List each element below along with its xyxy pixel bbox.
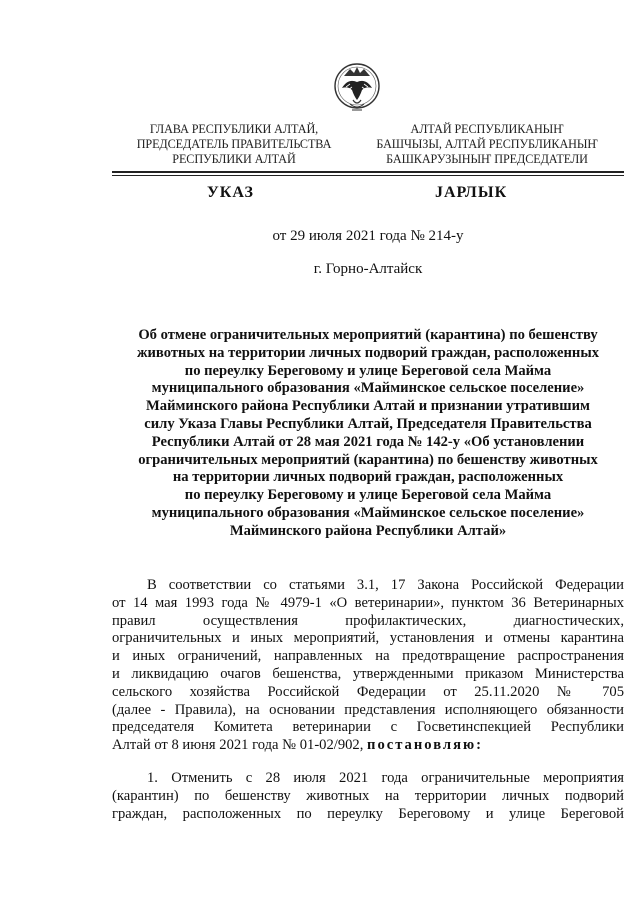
coat-of-arms-icon	[332, 60, 382, 116]
title-line: на территории личных подворий граждан, расположенных	[172, 469, 564, 486]
header-left-line: РЕСПУБЛИКИ АЛТАЙ	[172, 152, 296, 166]
title-line: Об отмене ограничительных мероприятий (карантина) по бешенству	[138, 327, 598, 343]
paragraph-line: В соответствии со статьями 3.1, 17 Закона Российской Федерации	[147, 577, 624, 593]
paragraph-line: сельского хозяйства Российской Федерации от 25.11.2020 № 705	[112, 683, 624, 700]
paragraph-line: и иных ограничений, направленных на предотвращение распространения	[112, 648, 624, 665]
paragraph-line: граждан, расположенных по переулку Береговому и улице Береговой	[112, 805, 624, 822]
title-line: муниципального образования «Майминское сельское поселение»	[151, 380, 585, 397]
header-left-line: ГЛАВА РЕСПУБЛИКИ АЛТАЙ,	[149, 122, 319, 136]
title-line: Республики Алтай от 28 мая 2021 года № 142-у «Об установлении	[151, 433, 585, 450]
header-right-line: АЛТАЙ РЕСПУБЛИКАНЫҤ	[410, 122, 564, 136]
header-right-line: БАШЧЫЗЫ, АЛТАЙ РЕСПУБЛИКАНЫҤ	[376, 137, 598, 151]
paragraph-line: (далее - Правила), на основании представления исполняющего обязанности	[112, 701, 624, 718]
paragraph-line: 1. Отменить с 28 июля 2021 года ограничительные мероприятия	[147, 770, 624, 786]
title-line: по переулку Береговому и улице Береговой села Майма	[184, 362, 552, 379]
header-left	[118, 122, 350, 167]
paragraph-last-line	[112, 737, 624, 755]
title-line: Майминского района Республики Алтай»	[229, 522, 507, 539]
decree-keyword: постановляю:	[367, 737, 483, 754]
title-line: животных на территории личных подворий граждан, расположенных	[136, 344, 600, 361]
body-paragraph-1	[112, 577, 624, 755]
title-line: силу Указа Главы Республики Алтай, Председателя Правительства	[144, 415, 592, 432]
paragraph-line: и ликвидацию очагов бешенства, утвержденными приказом Министерства	[112, 665, 624, 682]
header-right	[358, 122, 616, 167]
paragraph-line: председателя Комитета ветеринарии с Госветинспекцией Республики	[112, 719, 624, 736]
title-line: по переулку Береговому и улице Береговой села Майма	[184, 487, 552, 504]
date-line: от 29 июля 2021 года № 214-у	[272, 228, 464, 244]
title-line: муниципального образования «Майминское сельское поселение»	[151, 504, 585, 521]
title-line: ограничительных мероприятий (карантина) по бешенству животных	[138, 451, 598, 468]
city: г. Горно-Алтайск	[313, 261, 423, 277]
doc-type-altai: ЈАРЛЫК	[435, 184, 508, 201]
paragraph-line: правил осуществления профилактических, диагностических,	[112, 612, 624, 629]
paragraph-line: ограничительных и иных мероприятий, установления и отмены карантина	[112, 630, 624, 647]
header-divider-thin	[112, 175, 624, 176]
title-line: Майминского района Республики Алтай и признании утратившим	[146, 398, 590, 415]
doc-type-russian: УКАЗ	[207, 184, 254, 201]
paragraph-line: (карантин) по бешенству животных на территории личных подворий	[112, 787, 624, 804]
paragraph-line-text: Алтай от 8 июня 2021 года № 01-02/902,	[112, 737, 364, 754]
header-divider	[112, 171, 624, 173]
header-left-line: ПРЕДСЕДАТЕЛЬ ПРАВИТЕЛЬСТВА	[136, 137, 332, 151]
document-title	[108, 327, 628, 541]
paragraph-line: от 14 мая 1993 года № 4979-1 «О ветеринарии», пунктом 36 Ветеринарных	[112, 594, 624, 611]
header-right-line: БАШКАРУЗЫНЫҤ ПРЕДСЕДАТЕЛИ	[386, 152, 588, 166]
body-paragraph-2	[112, 770, 624, 823]
